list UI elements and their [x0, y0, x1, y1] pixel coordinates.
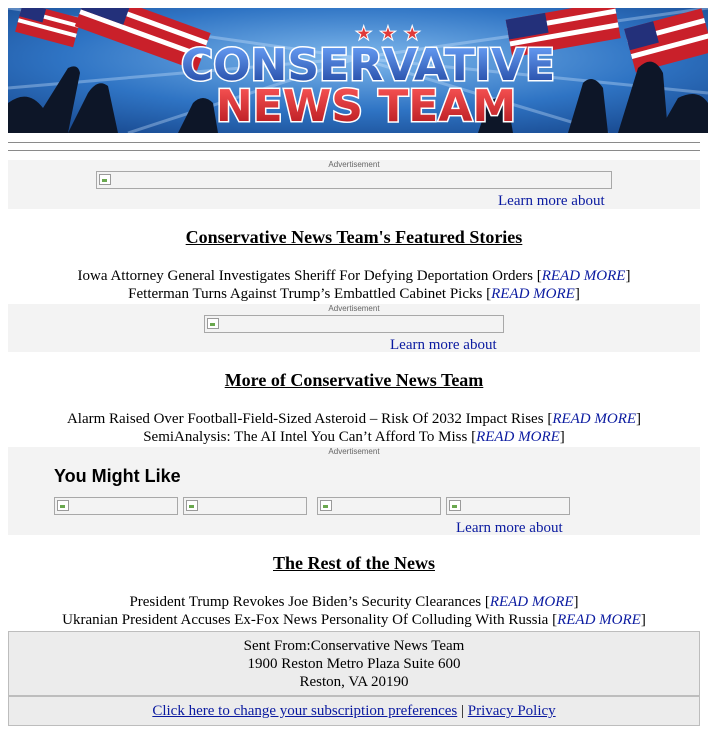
divider	[8, 150, 700, 151]
story-item: SemiAnalysis: The AI Intel You Can’t Afford To Miss [READ MORE]	[143, 429, 565, 445]
story-item: Alarm Raised Over Football-Field-Sized Asteroid – Risk Of 2032 Impact Rises [READ MORE]	[66, 411, 642, 427]
header-banner	[8, 8, 708, 133]
recommended-thumbnail[interactable]	[54, 497, 178, 515]
sender-name: Sent From:Conservative News Team	[243, 638, 465, 654]
story-item: Iowa Attorney General Investigates Sheriff For Defying Deportation Orders [READ MORE]	[77, 268, 631, 284]
read-more-link[interactable]: READ MORE	[476, 429, 560, 445]
broken-image-icon	[207, 318, 219, 329]
rest-section-title: The Rest of the News	[273, 553, 435, 573]
subscription-preferences-link[interactable]: Click here to change your subscription preferences	[152, 703, 458, 719]
advertisement-3	[8, 447, 700, 535]
story-title: Ukranian President Accuses Ex-Fox News Personality Of Colluding With Russia	[62, 612, 549, 628]
divider	[8, 142, 700, 143]
address-line-2: Reston, VA 20190	[299, 674, 409, 690]
link-separator: |	[460, 703, 464, 719]
read-more-link[interactable]: READ MORE	[491, 286, 575, 302]
story-item: Ukranian President Accuses Ex-Fox News Personality Of Colluding With Russia [READ MORE]	[62, 612, 646, 628]
you-might-like-title: You Might Like	[54, 466, 181, 486]
recommended-thumbnail[interactable]	[183, 497, 307, 515]
ad-banner-image[interactable]	[204, 315, 504, 333]
advertisement-2	[8, 304, 700, 352]
read-more-link[interactable]: READ MORE	[489, 594, 574, 610]
ad-label: Advertisement	[328, 447, 380, 456]
footer-address	[8, 631, 700, 696]
advertisement-1	[8, 160, 700, 209]
story-title: Alarm Raised Over Football-Field-Sized Asteroid – Risk Of 2032 Impact Rises	[66, 411, 544, 427]
story-item: President Trump Revokes Joe Biden’s Security Clearances [READ MORE]	[129, 594, 579, 610]
broken-image-icon	[449, 500, 461, 511]
banner-artwork	[8, 8, 708, 133]
story-item: Fetterman Turns Against Trump’s Embattled Cabinet Picks [READ MORE]	[128, 286, 580, 302]
banner-title-line1: CONSERVATIVE	[180, 40, 556, 91]
read-more-link[interactable]: READ MORE	[541, 268, 626, 284]
ad-label: Advertisement	[328, 304, 380, 313]
read-more-link[interactable]: READ MORE	[552, 411, 637, 427]
svg-text:★ ★ ★: ★ ★ ★	[354, 21, 422, 45]
featured-section-title: Conservative News Team's Featured Stories	[185, 227, 523, 247]
address-line-1: 1900 Reston Metro Plaza Suite 600	[247, 656, 461, 672]
read-more-link[interactable]: READ MORE	[557, 612, 641, 628]
footer-links	[8, 696, 700, 726]
learn-more-link[interactable]: Learn more about	[498, 193, 605, 209]
ad-label: Advertisement	[328, 160, 380, 169]
story-title: Fetterman Turns Against Trump’s Embattled Cabinet Picks	[128, 286, 483, 302]
recommended-thumbnail[interactable]	[446, 497, 570, 515]
broken-image-icon	[99, 174, 111, 185]
banner-title-line2: NEWS TEAM	[215, 81, 517, 132]
learn-more-link[interactable]: Learn more about	[456, 520, 563, 536]
story-title: President Trump Revokes Joe Biden’s Security Clearances	[129, 594, 482, 610]
broken-image-icon	[320, 500, 332, 511]
story-title: SemiAnalysis: The AI Intel You Can’t Afford To Miss	[143, 429, 468, 445]
story-title: Iowa Attorney General Investigates Sheriff For Defying Deportation Orders	[77, 268, 533, 284]
recommended-thumbnail[interactable]	[317, 497, 441, 515]
broken-image-icon	[186, 500, 198, 511]
privacy-policy-link[interactable]: Privacy Policy	[467, 703, 556, 719]
learn-more-link[interactable]: Learn more about	[390, 337, 497, 353]
ad-banner-image[interactable]	[96, 171, 612, 189]
broken-image-icon	[57, 500, 69, 511]
more-section-title: More of Conservative News Team	[224, 370, 484, 390]
